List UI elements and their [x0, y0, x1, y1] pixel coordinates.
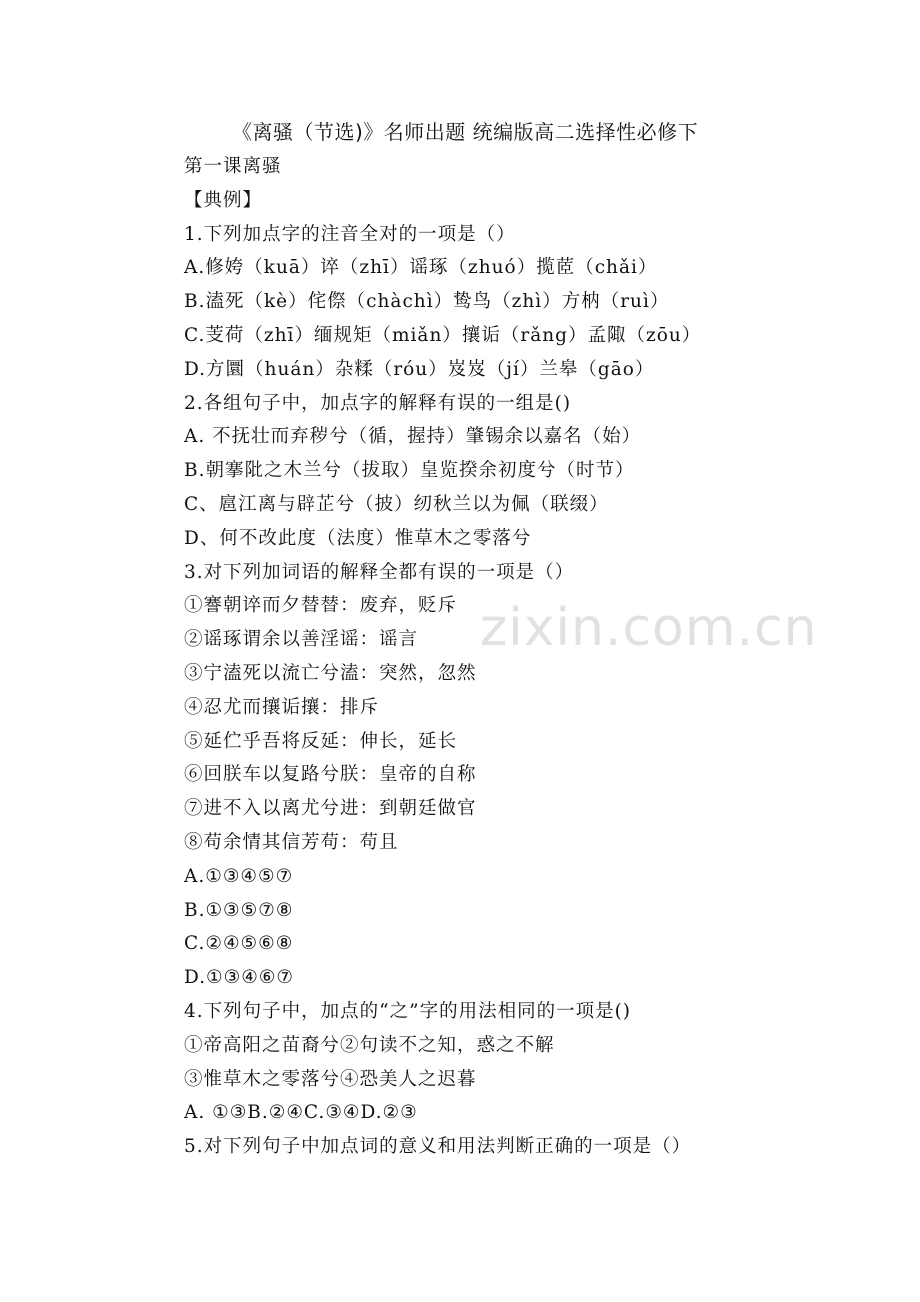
item-line: ⑦进不入以离尤兮进：到朝廷做官 [184, 798, 477, 820]
question-2: 2.各组句子中，加点字的解释有误的一组是() [184, 392, 572, 414]
option-line: A. 不抚壮而弃秽兮（循，握持）肇锡余以嘉名（始） [184, 426, 642, 448]
option-line: C.芰荷（zhī）缅规矩（miǎn）攘诟（rǎng）孟陬（zōu） [184, 324, 702, 346]
option-line: A.修姱（kuā）谇（zhī）谣琢（zhuó）揽茝（chǎi） [184, 257, 658, 279]
option-line: D.①③④⑥⑦ [184, 967, 294, 989]
page-title: 《离骚（节选)》名师出题 统编版高二选择性必修下 [232, 120, 699, 144]
item-line: ①帝高阳之苗裔兮②句读不之知，惑之不解 [184, 1034, 555, 1056]
option-line: D、何不改此度（法度）惟草木之零落兮 [184, 527, 532, 549]
question-5: 5.对下列句子中加点词的意义和用法判断正确的一项是（） [184, 1136, 692, 1158]
option-line: B.溘死（kè）侘傺（chàchì）鸷鸟（zhì）方枘（ruì） [184, 291, 670, 313]
item-line: ①謇朝谇而夕替替：废弃，贬斥 [184, 595, 458, 617]
lesson-heading: 第一课离骚 [184, 156, 282, 177]
option-line: D.方圜（huán）杂糅（róu）岌岌（jí）兰皋（gāo） [184, 358, 655, 380]
question-1: 1.下列加点字的注音全对的一项是（） [184, 223, 516, 245]
watermark: zixin.com.cn [480, 598, 818, 658]
section-heading: 【典例】 [184, 189, 263, 211]
option-line: A.①③④⑤⑦ [184, 865, 294, 887]
option-line: B.朝搴阰之木兰兮（拔取）皇览揆余初度兮（时节） [184, 460, 635, 482]
question-3: 3.对下列加词语的解释全都有误的一项是（） [184, 561, 575, 583]
option-line: B.①③⑤⑦⑧ [184, 899, 294, 921]
item-line: ⑥回朕车以复路兮朕：皇帝的自称 [184, 764, 477, 786]
option-line: C、扈江离与辟芷兮（披）纫秋兰以为佩（联缀） [184, 493, 609, 515]
item-line: ②谣琢谓余以善淫谣：谣言 [184, 629, 419, 651]
item-line: ③宁溘死以流亡兮溘：突然，忽然 [184, 662, 477, 684]
question-4: 4.下列句子中，加点的“之”字的用法相同的一项是() [184, 1000, 632, 1022]
item-line: ⑤延伫乎吾将反延：伸长，延长 [184, 730, 458, 752]
item-line: ③惟草木之零落兮④恐美人之迟暮 [184, 1068, 477, 1090]
item-line: ④忍尤而攘诟攘：排斥 [184, 696, 380, 718]
item-line: ⑧苟余情其信芳苟：苟且 [184, 831, 399, 853]
document-body [184, 150, 701, 1164]
option-line: C.②④⑤⑥⑧ [184, 933, 294, 955]
option-line: A. ①③B.②④C.③④D.②③ [184, 1102, 418, 1124]
